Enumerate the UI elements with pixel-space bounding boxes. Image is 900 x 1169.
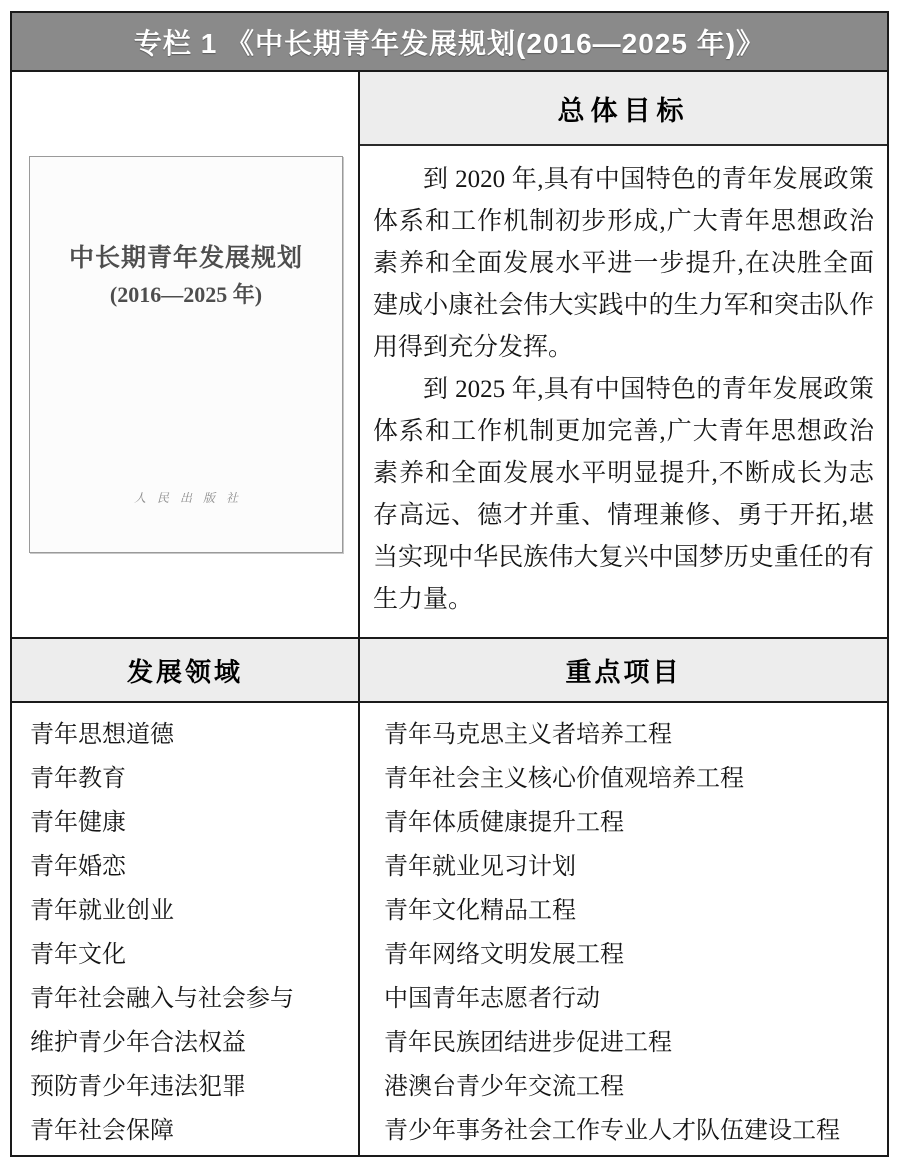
- key-project-item: 青年体质健康提升工程: [384, 810, 624, 836]
- key-project-item: 青年社会主义核心价值观培养工程: [384, 766, 744, 792]
- book-publisher-mark: 人民出版社: [133, 491, 249, 505]
- key-project-item: 中国青年志愿者行动: [384, 986, 600, 1012]
- development-area-item: 青年文化: [30, 942, 126, 968]
- key-projects-list: [358, 703, 887, 1155]
- book-cover-cell: [12, 72, 358, 637]
- book-cover: [29, 156, 343, 553]
- key-project-item: 青年文化精品工程: [384, 898, 576, 924]
- book-title: [30, 241, 342, 313]
- goals-paragraph-2025: 到 2025 年,具有中国特色的青年发展政策体系和工作机制更加完善,广大青年思想政治素养和全面发展水平明显提升,不断成长为志存高远、德才并重、情理兼修、勇于开拓,堪当实现中华民族伟大复兴中国梦历史重任的有生力量。: [373, 376, 874, 613]
- development-area-item: 青年社会融入与社会参与: [30, 986, 294, 1012]
- key-project-item: 港澳台青少年交流工程: [384, 1074, 624, 1100]
- goals-cell: [358, 72, 887, 637]
- goals-heading: 总体目标: [360, 72, 887, 146]
- development-area-item: 青年健康: [30, 810, 126, 836]
- key-project-item: 青少年事务社会工作专业人才队伍建设工程: [384, 1118, 840, 1144]
- development-area-item: 青年社会保障: [30, 1118, 174, 1144]
- book-title-line2: (2016—2025 年): [109, 282, 263, 307]
- development-area-item: 青年教育: [30, 766, 126, 792]
- areas-column-header: 发展领域: [126, 656, 243, 687]
- development-area-item: 青年婚恋: [30, 854, 126, 880]
- development-area-item: 预防青少年违法犯罪: [30, 1074, 246, 1100]
- key-project-item: 青年网络文明发展工程: [384, 942, 624, 968]
- key-project-item: 青年马克思主义者培养工程: [384, 722, 672, 748]
- panel-title: 专栏 1 《中长期青年发展规划(2016—2025 年)》: [133, 27, 766, 59]
- list-section: [12, 703, 887, 1155]
- column-header-row: [12, 637, 887, 703]
- goals-paragraph-2020: 到 2020 年,具有中国特色的青年发展政策体系和工作机制初步形成,广大青年思想政治素养和全面发展水平进一步提升,在决胜全面建成小康社会伟大实践中的生力军和突击队作用得到充分发挥。: [373, 166, 874, 361]
- top-section: [12, 72, 887, 637]
- projects-column-header: 重点项目: [358, 639, 887, 701]
- panel-title-bar: [12, 13, 887, 72]
- development-area-item: 维护青少年合法权益: [30, 1030, 246, 1056]
- panel-border: [10, 11, 889, 1157]
- key-project-item: 青年就业见习计划: [384, 854, 576, 880]
- development-area-item: 青年思想道德: [30, 722, 174, 748]
- development-areas-list: [12, 703, 358, 1155]
- development-area-item: 青年就业创业: [30, 898, 174, 924]
- book-title-line1: 中长期青年发展规划: [68, 245, 303, 272]
- goals-body: [360, 146, 887, 637]
- key-project-item: 青年民族团结进步促进工程: [384, 1030, 672, 1056]
